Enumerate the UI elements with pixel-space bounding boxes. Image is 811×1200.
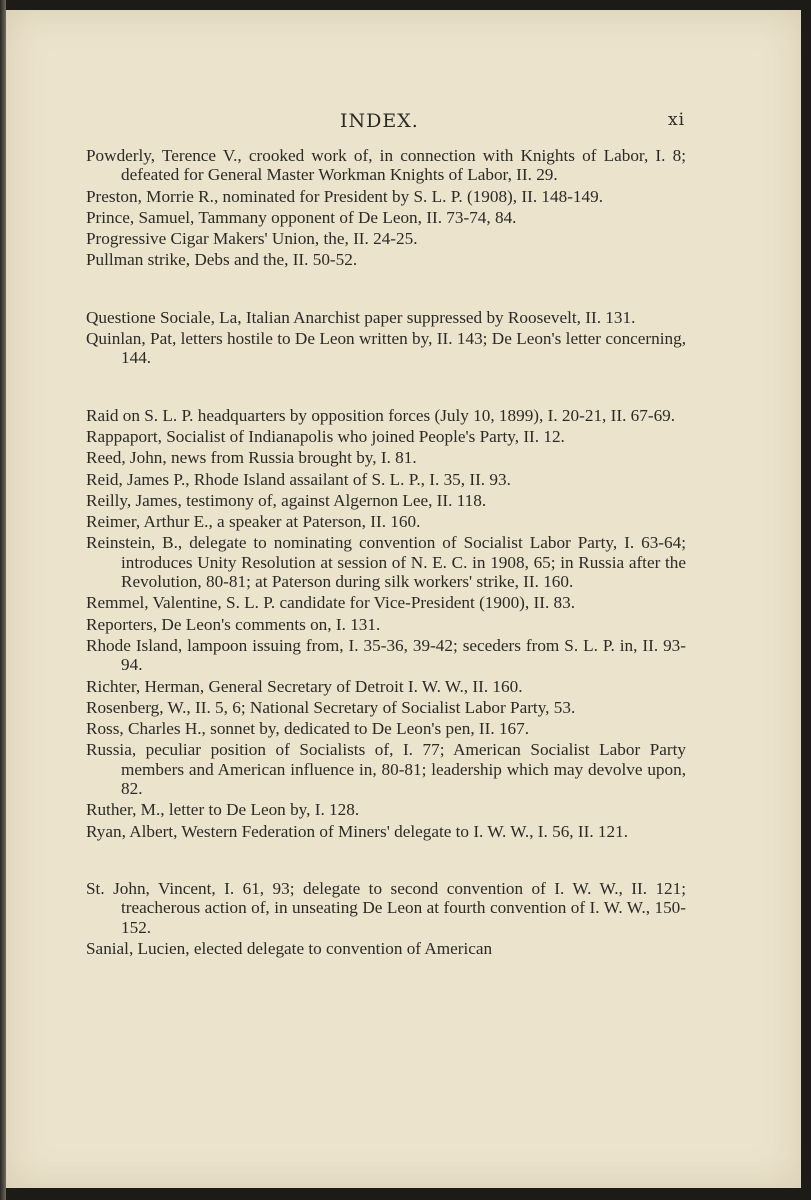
section-gap <box>86 370 686 406</box>
running-title: INDEX. <box>340 110 419 132</box>
index-entry: Reilly, James, testimony of, against Algernon Lee, II. 118. <box>86 490 487 510</box>
index-entry: Reimer, Arthur E., a speaker at Paterson, II. 160. <box>86 512 421 532</box>
index-entry: Richter, Herman, General Secretary of Detroit I. W. W., II. 160. <box>86 676 523 696</box>
index-entry: Rappaport, Socialist of Indianapolis who joined People's Party, II. 12. <box>86 426 565 446</box>
index-entry: Reporters, De Leon's comments on, I. 131. <box>86 614 381 634</box>
index-entry: Quinlan, Pat, letters hostile to De Leon written by, II. 143; De Leon's letter concerning, 144. <box>86 329 686 368</box>
index-entry: Prince, Samuel, Tammany opponent of De Leon, II. 73-74, 84. <box>86 207 517 227</box>
page-number: xi <box>668 110 686 130</box>
index-entry: Powderly, Terence V., crooked work of, in connection with Knights of Labor, I. 8; defeated for General Master Workman Knights of Labor, II. 29. <box>86 146 686 185</box>
index-entry: Ryan, Albert, Western Federation of Miners' delegate to I. W. W., I. 56, II. 121. <box>86 821 629 841</box>
index-entry: Preston, Morrie R., nominated for President by S. L. P. (1908), II. 148-149. <box>86 186 603 206</box>
index-entry: Reinstein, B., delegate to nominating convention of Socialist Labor Party, I. 63-64; introduces Unity Resolution at session of N. E. C. in 1908, 65; in Russia after the Revolution, 80-81; at Paterson during silk workers' strike, II. 160. <box>86 533 686 592</box>
index-entry: Rhode Island, lampoon issuing from, I. 35-36, 39-42; seceders from S. L. P. in, II. 93-94. <box>86 635 686 675</box>
section-gap <box>86 272 686 308</box>
index-entry: Ross, Charles H., sonnet by, dedicated to De Leon's pen, II. 167. <box>86 719 530 739</box>
section-gap <box>86 843 686 879</box>
running-header <box>0 110 811 140</box>
index-entry: Questione Sociale, La, Italian Anarchist paper suppressed by Roosevelt, II. 131. <box>86 307 636 327</box>
index-entry: St. John, Vincent, I. 61, 93; delegate to second convention of I. W. W., II. 121; treacherous action of, in unseating De Leon at fourth convention of I. W. W., 150-152. <box>86 878 686 937</box>
index-entry: Pullman strike, Debs and the, II. 50-52. <box>86 250 358 270</box>
index-entry: Ruther, M., letter to De Leon by, I. 128. <box>86 800 360 820</box>
index-entries <box>86 146 686 960</box>
index-entry: Remmel, Valentine, S. L. P. candidate for Vice-President (1900), II. 83. <box>86 593 576 613</box>
index-entry: Reed, John, news from Russia brought by, I. 81. <box>86 448 417 468</box>
index-entry: Russia, peculiar position of Socialists of, I. 77; American Socialist Labor Party members and American influence in, 80-81; leadership which may devolve upon, 82. <box>86 740 686 799</box>
index-entry: Progressive Cigar Makers' Union, the, II. 24-25. <box>86 229 418 249</box>
index-entry: Rosenberg, W., II. 5, 6; National Secretary of Socialist Labor Party, 53. <box>86 697 576 717</box>
index-entry: Reid, James P., Rhode Island assailant of S. L. P., I. 35, II. 93. <box>86 469 511 489</box>
index-entry: Raid on S. L. P. headquarters by opposition forces (July 10, 1899), I. 20-21, II. 67-69. <box>86 405 676 425</box>
index-entry: Sanial, Lucien, elected delegate to convention of American <box>86 938 493 958</box>
